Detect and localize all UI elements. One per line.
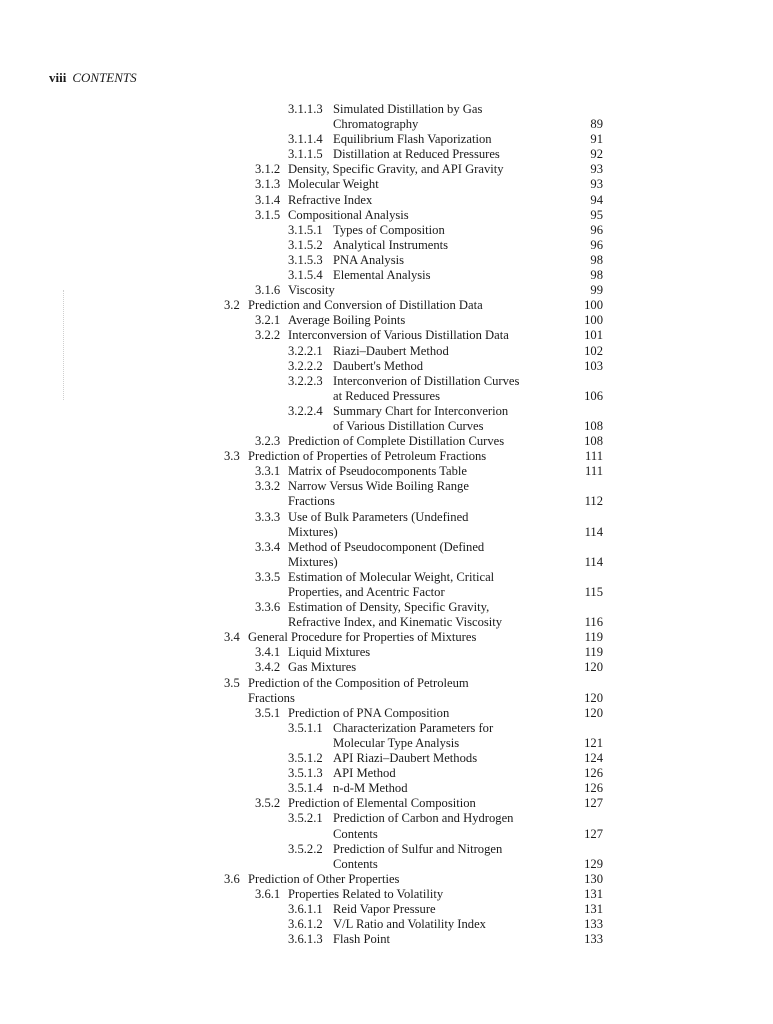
toc-entry[interactable]: [0, 691, 773, 706]
toc-entry[interactable]: [0, 781, 773, 796]
section-title: Prediction of Elemental Composition: [288, 796, 476, 811]
page-ref: 130: [584, 871, 603, 886]
section-title: Mixtures): [288, 554, 338, 569]
toc-entry[interactable]: [0, 525, 773, 540]
section-number: 3.1.3: [255, 177, 281, 192]
page-ref: 99: [590, 283, 603, 298]
section-number: 3.3: [224, 449, 240, 464]
section-number: 3.2: [224, 298, 240, 313]
toc-entry[interactable]: [0, 751, 773, 766]
section-number: 3.3.1: [255, 464, 281, 479]
section-title: Compositional Analysis: [288, 207, 409, 222]
section-title: Molecular Weight: [288, 177, 379, 192]
section-title: Properties Related to Volatility: [288, 886, 444, 901]
section-number: 3.5: [224, 675, 240, 690]
section-title: Types of Composition: [333, 222, 445, 237]
section-title: Riazi–Daubert Method: [333, 343, 449, 358]
page-ref: 129: [584, 856, 603, 871]
toc-entry[interactable]: [0, 555, 773, 570]
section-number: 3.3.6: [255, 600, 281, 615]
table-of-contents: [0, 102, 773, 947]
toc-entry[interactable]: [0, 419, 773, 434]
section-number: 3.4.2: [255, 660, 281, 675]
page-ref: 115: [584, 585, 603, 599]
toc-entry[interactable]: [0, 313, 773, 328]
section-number: 3.3.3: [255, 509, 281, 524]
section-title: Prediction of the Composition of Petroleum: [248, 675, 469, 690]
section-number: 3.2.2.4: [288, 403, 323, 418]
toc-entry[interactable]: [0, 811, 773, 826]
toc-entry[interactable]: [0, 857, 773, 872]
toc-entry[interactable]: [0, 238, 773, 253]
section-title: Distillation at Reduced Pressures: [333, 147, 500, 162]
toc-entry[interactable]: [0, 193, 773, 208]
section-title: Analytical Instruments: [333, 237, 449, 252]
page-ref: 131: [584, 886, 603, 901]
section-number: 3.5.2: [255, 796, 281, 811]
page-ref: 126: [584, 781, 603, 796]
section-number: 3.1.1.4: [288, 132, 323, 147]
section-title: API Riazi–Daubert Methods: [333, 751, 478, 766]
section-number: 3.2.2.1: [288, 343, 323, 358]
section-number: 3.1.4: [255, 192, 281, 207]
section-title: Prediction and Conversion of Distillation Data: [248, 298, 483, 313]
section-number: 3.3.2: [255, 479, 281, 494]
page-ref: 120: [584, 660, 603, 675]
section-number: 3.3.4: [255, 539, 281, 554]
section-title: Molecular Type Analysis: [333, 735, 460, 750]
section-title: Interconverion of Distillation Curves: [333, 373, 520, 388]
section-title: Prediction of PNA Composition: [288, 705, 450, 720]
toc-entry[interactable]: [0, 585, 773, 600]
section-number: 3.5.1.3: [288, 766, 323, 781]
section-title: Matrix of Pseudocomponents Table: [288, 464, 468, 479]
toc-entry[interactable]: [0, 253, 773, 268]
section-number: 3.1.1.3: [288, 102, 323, 116]
page-ref: 94: [590, 192, 603, 207]
section-title: Prediction of Sulfur and Nitrogen: [333, 841, 503, 856]
section-number: 3.2.2.2: [288, 358, 323, 373]
section-title: Contents: [333, 826, 378, 841]
toc-entry[interactable]: [0, 283, 773, 298]
section-title: Refractive Index, and Kinematic Viscosity: [288, 615, 503, 630]
page-ref: 114: [584, 524, 603, 539]
page-ref: 126: [584, 766, 603, 781]
page-ref: 127: [584, 826, 603, 841]
section-number: 3.2.1: [255, 313, 281, 328]
page-ref: 100: [584, 298, 603, 313]
page-ref: 93: [590, 162, 603, 177]
toc-entry[interactable]: [0, 570, 773, 585]
toc-entry[interactable]: [0, 842, 773, 857]
page-ref: 114: [584, 554, 603, 569]
page-number: viii: [49, 70, 67, 85]
section-title: Estimation of Molecular Weight, Critical: [288, 569, 495, 584]
toc-entry[interactable]: [0, 540, 773, 555]
section-title: Method of Pseudocomponent (Defined: [288, 539, 485, 554]
section-title: PNA Analysis: [333, 252, 405, 267]
toc-entry[interactable]: [0, 223, 773, 238]
section-number: 3.5.1.4: [288, 781, 323, 796]
section-title: Fractions: [288, 494, 335, 509]
section-title: Refractive Index: [288, 192, 373, 207]
page-ref: 121: [584, 735, 603, 750]
section-title: Flash Point: [333, 932, 391, 947]
toc-entry[interactable]: [0, 887, 773, 902]
section-number: 3.3.5: [255, 569, 281, 584]
section-title: Use of Bulk Parameters (Undefined: [288, 509, 469, 524]
toc-entry[interactable]: [0, 736, 773, 751]
page-ref: 108: [584, 434, 603, 449]
toc-entry[interactable]: [0, 328, 773, 343]
section-number: 3.1.5.4: [288, 268, 323, 283]
page-ref: 131: [584, 901, 603, 916]
section-title: Contents: [333, 856, 378, 871]
section-title: Density, Specific Gravity, and API Gravity: [288, 162, 504, 177]
section-title: V/L Ratio and Volatility Index: [333, 917, 486, 932]
section-title: Simulated Distillation by Gas: [333, 102, 483, 116]
toc-entry[interactable]: [0, 676, 773, 691]
toc-entry[interactable]: [0, 434, 773, 449]
toc-entry[interactable]: [0, 117, 773, 132]
toc-entry[interactable]: [0, 932, 773, 947]
running-header: [49, 70, 137, 86]
section-title: Estimation of Density, Specific Gravity,: [288, 600, 490, 615]
toc-entry[interactable]: [0, 464, 773, 479]
section-title: Properties, and Acentric Factor: [288, 585, 445, 599]
toc-entry[interactable]: [0, 147, 773, 162]
page-ref: 106: [584, 388, 603, 403]
toc-entry[interactable]: [0, 630, 773, 645]
section-number: 3.2.3: [255, 434, 281, 449]
page-ref: 101: [584, 328, 603, 343]
toc-entry[interactable]: [0, 177, 773, 192]
toc-entry[interactable]: [0, 721, 773, 736]
toc-entry[interactable]: [0, 162, 773, 177]
page-ref: 108: [584, 418, 603, 433]
section-number: 3.6.1: [255, 886, 281, 901]
section-title: Reid Vapor Pressure: [333, 901, 436, 916]
toc-entry[interactable]: [0, 902, 773, 917]
section-title: Characterization Parameters for: [333, 720, 494, 735]
toc-entry[interactable]: [0, 827, 773, 842]
toc-entry[interactable]: [0, 102, 773, 117]
section-number: 3.4: [224, 630, 240, 645]
page-ref: 120: [584, 705, 603, 720]
section-title: Mixtures): [288, 524, 338, 539]
section-number: 3.6.1.2: [288, 917, 323, 932]
toc-entry[interactable]: [0, 479, 773, 494]
section-title: API Method: [333, 766, 396, 781]
section-number: 3.2.2: [255, 328, 281, 343]
page-ref: 127: [584, 796, 603, 811]
section-title: Interconversion of Various Distillation Data: [288, 328, 509, 343]
page-ref: 133: [584, 932, 603, 947]
toc-entry[interactable]: [0, 660, 773, 675]
toc-entry[interactable]: [0, 449, 773, 464]
toc-entry[interactable]: [0, 510, 773, 525]
section-number: 3.5.2.2: [288, 841, 323, 856]
section-number: 3.5.1: [255, 705, 281, 720]
section-title: at Reduced Pressures: [333, 388, 441, 403]
section-number: 3.1.2: [255, 162, 281, 177]
section-title: Chromatography: [333, 117, 419, 132]
section-number: 3.6.1.3: [288, 932, 323, 947]
page-ref: 91: [590, 132, 603, 147]
page-ref: 89: [590, 117, 603, 132]
toc-entry[interactable]: [0, 268, 773, 283]
section-number: 3.4.1: [255, 645, 281, 660]
toc-entry[interactable]: [0, 494, 773, 509]
toc-entry[interactable]: [0, 917, 773, 932]
section-title: Daubert's Method: [333, 358, 424, 373]
toc-entry[interactable]: [0, 374, 773, 389]
section-title: Prediction of Properties of Petroleum Fractions: [248, 449, 487, 464]
section-number: 3.5.2.1: [288, 811, 323, 826]
section-number: 3.1.1.5: [288, 147, 323, 162]
page-ref: 112: [584, 494, 603, 509]
toc-entry[interactable]: [0, 796, 773, 811]
page-ref: 116: [584, 615, 603, 630]
toc-entry[interactable]: [0, 872, 773, 887]
section-number: 3.5.1.1: [288, 720, 323, 735]
section-number: 3.1.5.2: [288, 237, 323, 252]
section-title: of Various Distillation Curves: [333, 418, 484, 433]
toc-entry[interactable]: [0, 706, 773, 721]
page-ref: 92: [590, 147, 603, 162]
section-title: Summary Chart for Interconverion: [333, 403, 509, 418]
section-title: Gas Mixtures: [288, 660, 357, 675]
page-ref: 100: [584, 313, 603, 328]
toc-entry[interactable]: [0, 766, 773, 781]
page-ref: 102: [584, 343, 603, 358]
page-ref: 95: [590, 207, 603, 222]
section-title: Narrow Versus Wide Boiling Range: [288, 479, 469, 494]
page-ref: 98: [590, 268, 603, 283]
section-title: Elemental Analysis: [333, 268, 431, 283]
page-ref: 111: [585, 449, 603, 464]
section-title: Prediction of Carbon and Hydrogen: [333, 811, 514, 826]
toc-entry[interactable]: [0, 132, 773, 147]
page-ref: 96: [590, 237, 603, 252]
toc-entry[interactable]: [0, 389, 773, 404]
section-number: 3.6.1.1: [288, 901, 323, 916]
page-ref: 93: [590, 177, 603, 192]
toc-entry[interactable]: [0, 404, 773, 419]
section-number: 3.1.5.3: [288, 252, 323, 267]
page-ref: 96: [590, 222, 603, 237]
page-ref: 133: [584, 917, 603, 932]
section-title: Liquid Mixtures: [288, 645, 371, 660]
section-title: Equilibrium Flash Vaporization: [333, 132, 492, 147]
section-title: Fractions: [248, 690, 295, 705]
section-title: Viscosity: [288, 283, 335, 298]
section-title: General Procedure for Properties of Mixtures: [248, 630, 477, 645]
page-ref: 103: [584, 358, 603, 373]
section-title: Average Boiling Points: [288, 313, 406, 328]
toc-entry[interactable]: [0, 359, 773, 374]
section-number: 3.2.2.3: [288, 373, 323, 388]
toc-entry[interactable]: [0, 615, 773, 630]
page-ref: 119: [584, 630, 603, 645]
toc-entry[interactable]: [0, 344, 773, 359]
section-number: 3.6: [224, 871, 240, 886]
toc-entry[interactable]: [0, 600, 773, 615]
header-title: CONTENTS: [72, 70, 137, 85]
toc-entry[interactable]: [0, 298, 773, 313]
section-number: 3.1.5: [255, 207, 281, 222]
section-title: n-d-M Method: [333, 781, 408, 796]
section-title: Prediction of Complete Distillation Curves: [288, 434, 505, 449]
toc-entry[interactable]: [0, 208, 773, 223]
section-title: Prediction of Other Properties: [248, 871, 400, 886]
toc-entry[interactable]: [0, 645, 773, 660]
section-number: 3.5.1.2: [288, 751, 323, 766]
page-ref: 124: [584, 751, 603, 766]
page-ref: 98: [590, 252, 603, 267]
section-number: 3.1.5.1: [288, 222, 323, 237]
page-ref: 120: [584, 690, 603, 705]
page-ref: 111: [585, 464, 603, 479]
section-number: 3.1.6: [255, 283, 281, 298]
page-ref: 119: [584, 645, 603, 660]
